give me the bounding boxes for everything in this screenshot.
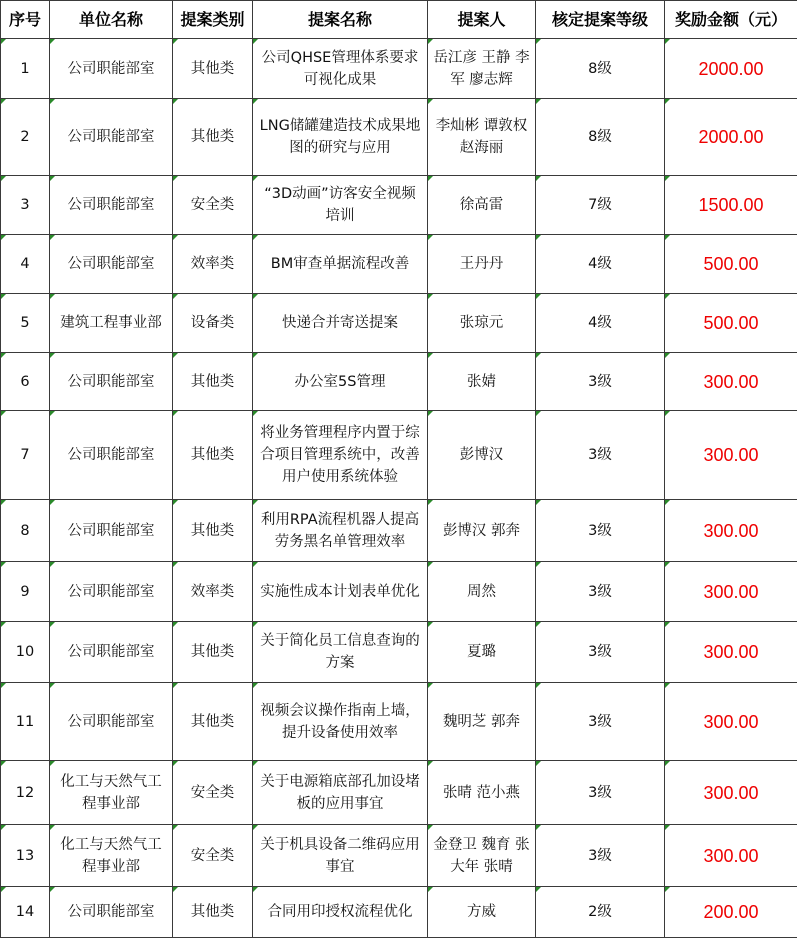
- cell-seq: 10: [1, 622, 50, 683]
- cell-proposal-name: 将业务管理程序内置于综合项目管理系统中，改善用户使用系统体验: [253, 411, 428, 500]
- cell-seq: 13: [1, 825, 50, 887]
- cell-amount: 300.00: [665, 622, 797, 683]
- cell-category: 其他类: [173, 622, 253, 683]
- cell-proposal-name: 视频会议操作指南上墙，提升设备使用效率: [253, 683, 428, 761]
- cell-level: 3级: [536, 825, 665, 887]
- cell-proposer: 彭博汉 郭奔: [428, 500, 536, 562]
- table-row: [1, 176, 797, 235]
- cell-amount: 300.00: [665, 411, 797, 500]
- cell-proposer: 金登卫 魏育 张大年 张晴: [428, 825, 536, 887]
- cell-proposer: 张晴 范小燕: [428, 761, 536, 825]
- cell-proposer: 彭博汉: [428, 411, 536, 500]
- cell-level: 3级: [536, 683, 665, 761]
- cell-proposal-name: LNG储罐建造技术成果地图的研究与应用: [253, 99, 428, 176]
- cell-proposal-name: 公司QHSE管理体系要求可视化成果: [253, 39, 428, 99]
- table-row: [1, 294, 797, 353]
- cell-level: 4级: [536, 294, 665, 353]
- cell-unit: 公司职能部室: [50, 411, 173, 500]
- cell-proposer: 周然: [428, 562, 536, 622]
- table-row: [1, 235, 797, 294]
- cell-category: 效率类: [173, 235, 253, 294]
- cell-unit: 公司职能部室: [50, 500, 173, 562]
- cell-proposer: 张琼元: [428, 294, 536, 353]
- cell-category: 设备类: [173, 294, 253, 353]
- cell-level: 3级: [536, 411, 665, 500]
- cell-proposer: 王丹丹: [428, 235, 536, 294]
- table-row: [1, 353, 797, 411]
- cell-level: 3级: [536, 761, 665, 825]
- cell-unit: 公司职能部室: [50, 99, 173, 176]
- cell-amount: 300.00: [665, 761, 797, 825]
- cell-category: 安全类: [173, 761, 253, 825]
- header-row: [1, 1, 797, 39]
- cell-level: 8级: [536, 99, 665, 176]
- cell-category: 其他类: [173, 411, 253, 500]
- cell-amount: 200.00: [665, 887, 797, 938]
- cell-proposal-name: 关于电源箱底部孔加设堵板的应用事宜: [253, 761, 428, 825]
- cell-amount: 500.00: [665, 235, 797, 294]
- cell-proposal-name: 办公室5S管理: [253, 353, 428, 411]
- cell-category: 其他类: [173, 353, 253, 411]
- cell-proposal-name: “3D动画”访客安全视频培训: [253, 176, 428, 235]
- cell-unit: 化工与天然气工程事业部: [50, 761, 173, 825]
- cell-proposal-name: 实施性成本计划表单优化: [253, 562, 428, 622]
- cell-category: 其他类: [173, 99, 253, 176]
- cell-amount: 300.00: [665, 562, 797, 622]
- cell-level: 8级: [536, 39, 665, 99]
- table-row: [1, 99, 797, 176]
- cell-unit: 公司职能部室: [50, 39, 173, 99]
- cell-proposer: 魏明芝 郭奔: [428, 683, 536, 761]
- cell-seq: 9: [1, 562, 50, 622]
- cell-seq: 3: [1, 176, 50, 235]
- cell-unit: 公司职能部室: [50, 622, 173, 683]
- cell-category: 其他类: [173, 683, 253, 761]
- cell-category: 安全类: [173, 176, 253, 235]
- header-name: 提案名称: [253, 1, 428, 39]
- cell-unit: 公司职能部室: [50, 353, 173, 411]
- cell-level: 7级: [536, 176, 665, 235]
- cell-proposal-name: 利用RPA流程机器人提高劳务黑名单管理效率: [253, 500, 428, 562]
- header-amount: 奖励金额（元）: [665, 1, 797, 39]
- cell-unit: 公司职能部室: [50, 683, 173, 761]
- header-proposer: 提案人: [428, 1, 536, 39]
- header-seq: 序号: [1, 1, 50, 39]
- cell-proposal-name: 关于机具设备二维码应用事宜: [253, 825, 428, 887]
- cell-proposer: 岳江彦 王静 李军 廖志辉: [428, 39, 536, 99]
- cell-seq: 5: [1, 294, 50, 353]
- cell-proposal-name: 关于简化员工信息查询的方案: [253, 622, 428, 683]
- table-row: [1, 622, 797, 683]
- cell-unit: 公司职能部室: [50, 562, 173, 622]
- table-row: [1, 500, 797, 562]
- cell-category: 其他类: [173, 887, 253, 938]
- table-row: [1, 825, 797, 887]
- cell-amount: 2000.00: [665, 39, 797, 99]
- table-row: [1, 761, 797, 825]
- cell-amount: 300.00: [665, 825, 797, 887]
- table-row: [1, 411, 797, 500]
- table-row: [1, 683, 797, 761]
- cell-amount: 2000.00: [665, 99, 797, 176]
- cell-seq: 7: [1, 411, 50, 500]
- cell-category: 效率类: [173, 562, 253, 622]
- cell-unit: 公司职能部室: [50, 887, 173, 938]
- cell-amount: 1500.00: [665, 176, 797, 235]
- cell-amount: 500.00: [665, 294, 797, 353]
- table-row: [1, 562, 797, 622]
- cell-proposer: 方威: [428, 887, 536, 938]
- cell-amount: 300.00: [665, 353, 797, 411]
- cell-seq: 1: [1, 39, 50, 99]
- cell-proposer: 李灿彬 谭敦权 赵海丽: [428, 99, 536, 176]
- table-row: [1, 39, 797, 99]
- cell-level: 3级: [536, 500, 665, 562]
- cell-seq: 12: [1, 761, 50, 825]
- cell-unit: 化工与天然气工程事业部: [50, 825, 173, 887]
- cell-proposal-name: 快递合并寄送提案: [253, 294, 428, 353]
- cell-level: 2级: [536, 887, 665, 938]
- cell-level: 3级: [536, 562, 665, 622]
- cell-proposal-name: 合同用印授权流程优化: [253, 887, 428, 938]
- header-category: 提案类别: [173, 1, 253, 39]
- cell-amount: 300.00: [665, 500, 797, 562]
- cell-seq: 8: [1, 500, 50, 562]
- cell-category: 安全类: [173, 825, 253, 887]
- cell-unit: 公司职能部室: [50, 235, 173, 294]
- cell-amount: 300.00: [665, 683, 797, 761]
- cell-seq: 2: [1, 99, 50, 176]
- cell-unit: 建筑工程事业部: [50, 294, 173, 353]
- cell-level: 3级: [536, 622, 665, 683]
- cell-level: 3级: [536, 353, 665, 411]
- cell-level: 4级: [536, 235, 665, 294]
- cell-seq: 14: [1, 887, 50, 938]
- header-unit: 单位名称: [50, 1, 173, 39]
- cell-seq: 6: [1, 353, 50, 411]
- cell-proposer: 夏璐: [428, 622, 536, 683]
- cell-category: 其他类: [173, 500, 253, 562]
- cell-seq: 11: [1, 683, 50, 761]
- cell-proposer: 张婧: [428, 353, 536, 411]
- cell-seq: 4: [1, 235, 50, 294]
- header-level: 核定提案等级: [536, 1, 665, 39]
- table-row: [1, 887, 797, 938]
- cell-category: 其他类: [173, 39, 253, 99]
- cell-unit: 公司职能部室: [50, 176, 173, 235]
- cell-proposal-name: BM审查单据流程改善: [253, 235, 428, 294]
- cell-proposer: 徐高雷: [428, 176, 536, 235]
